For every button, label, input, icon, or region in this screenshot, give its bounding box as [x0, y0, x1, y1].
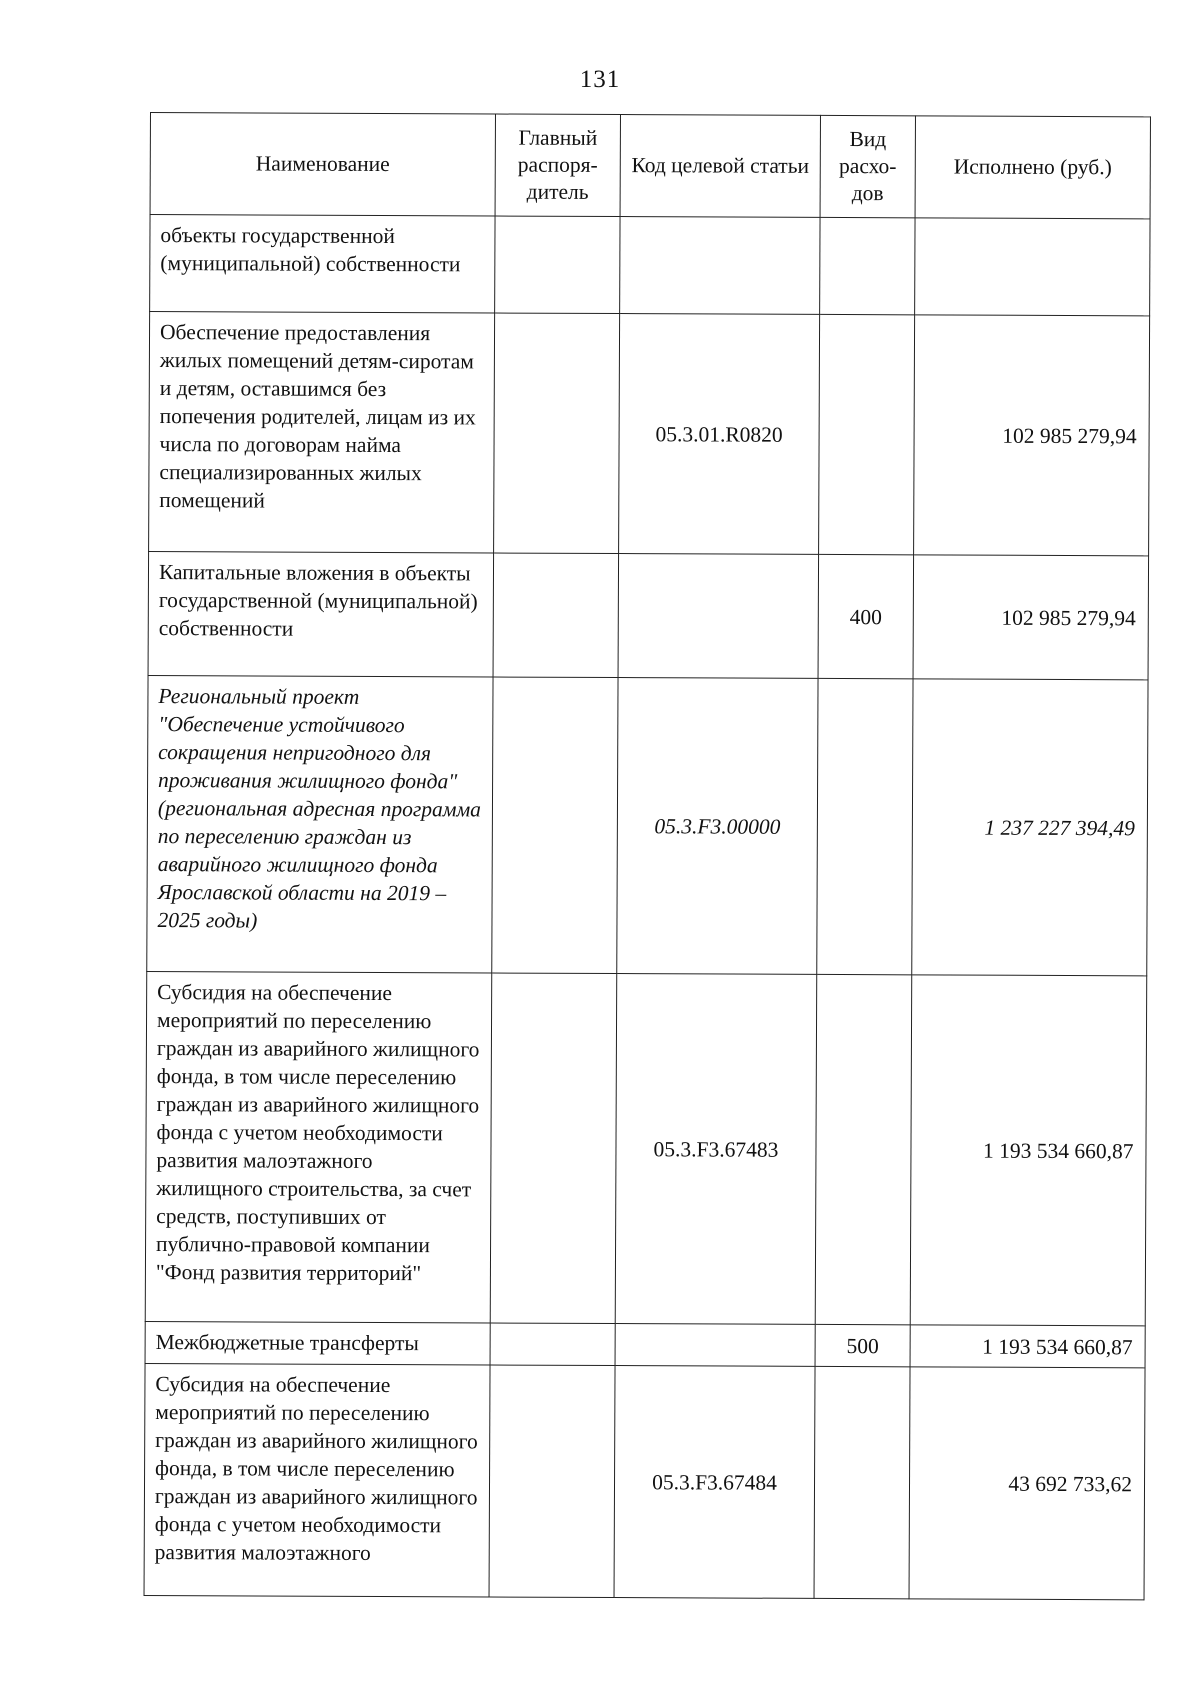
row-type: [815, 974, 912, 1324]
row-code: [618, 554, 819, 679]
row-chief: [494, 313, 620, 554]
page-number: 131: [579, 66, 621, 93]
row-name: Обеспечение предоставления жилых помещений детям-сиротам и детям, оставшимся без попечения родителей, лицам из их числа по договорам найма специализированных жилых помещений: [149, 312, 495, 554]
table-row: [147, 675, 1148, 975]
row-code: 05.3.01.R0820: [619, 314, 820, 555]
table-row: [145, 1321, 1145, 1367]
budget-table: [144, 112, 1151, 1600]
row-code: 05.3.F3.67484: [614, 1366, 815, 1599]
row-executed: 1 193 534 660,87: [910, 1325, 1145, 1368]
table-row: [145, 971, 1147, 1325]
row-name: Капитальные вложения в объекты государственной (муниципальной) собственности: [148, 551, 494, 677]
row-executed: 102 985 279,94: [914, 315, 1150, 556]
row-executed: 43 692 733,62: [909, 1367, 1145, 1600]
row-chief: [490, 973, 617, 1324]
row-type: [814, 1366, 910, 1598]
row-chief: [492, 677, 618, 974]
row-executed: 1 193 534 660,87: [910, 975, 1147, 1326]
table-row: [144, 1363, 1145, 1599]
table-row: [148, 551, 1149, 679]
row-name: Региональный проект "Обеспечение устойчивого сокращения непригодного для проживания жилищного фонда" (региональная адресная программа по переселению граждан из аварийного жилищного фонда Ярославской области на 2019 – 2025 годы): [147, 675, 493, 973]
header-chief: Главный распоря-дитель: [495, 114, 620, 217]
row-type: [820, 217, 915, 314]
row-type: 400: [818, 554, 914, 678]
row-type: 500: [815, 1324, 910, 1366]
table-row: [150, 215, 1150, 316]
header-type: Вид расхо-дов: [820, 115, 915, 217]
row-code: 05.3.F3.00000: [617, 678, 818, 975]
row-executed: 102 985 279,94: [913, 555, 1149, 680]
row-type: [819, 314, 915, 554]
row-type: [817, 678, 913, 974]
row-chief: [489, 1365, 615, 1598]
header-row: [150, 113, 1150, 219]
budget-table-container: [144, 112, 1150, 1600]
row-code: [620, 217, 820, 315]
header-name: Наименование: [150, 113, 495, 217]
row-name: Межбюджетные трансферты: [145, 1321, 490, 1365]
row-name: объекты государственной (муниципальной) собственности: [150, 215, 495, 314]
row-name: Субсидия на обеспечение мероприятий по переселению граждан из аварийного жилищного фонда, в том числе переселению граждан из аварийного жилищного фонда с учетом необходимости развития малоэтажного жилищного строительства, за счет средств, поступивших от публично-правовой компании "Фонд развития территорий": [145, 971, 492, 1323]
row-code: 05.3.F3.67483: [615, 974, 817, 1325]
table-row: [149, 312, 1150, 556]
row-chief: [490, 1323, 615, 1366]
row-chief: [493, 553, 619, 678]
row-chief: [495, 216, 620, 314]
header-executed: Исполнено (руб.): [915, 116, 1150, 219]
header-code: Код целевой статьи: [620, 115, 820, 218]
row-code: [615, 1324, 815, 1367]
row-executed: 1 237 227 394,49: [912, 679, 1148, 976]
row-executed: [915, 218, 1150, 316]
row-name: Субсидия на обеспечение мероприятий по переселению граждан из аварийного жилищного фонда, в том числе переселению граждан из аварийного жилищного фонда с учетом необходимости развития малоэтажного: [144, 1363, 490, 1597]
